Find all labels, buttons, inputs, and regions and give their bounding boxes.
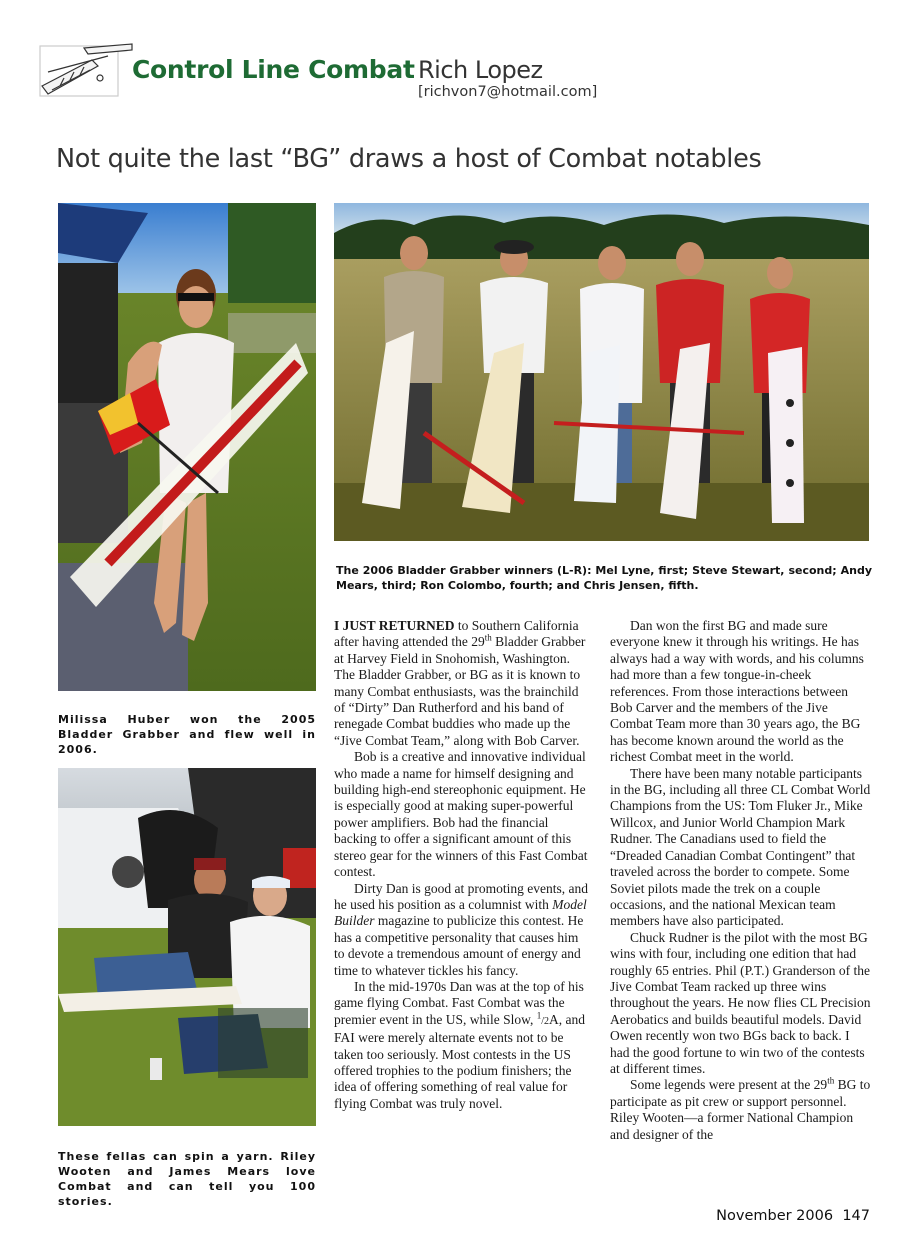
- page-footer: [716, 1208, 870, 1224]
- section-title: Control Line Combat: [132, 55, 415, 84]
- photo-riley-wooten-james-mears: [58, 768, 316, 1126]
- photo-milissa-huber: [58, 203, 316, 691]
- photo-bladder-grabber-winners: [334, 203, 869, 541]
- airplane-logo-icon: [38, 42, 134, 100]
- lead-in: I JUST RETURNED: [334, 618, 455, 633]
- article-paragraph: Dan won the first BG and made sure everyone knew it through his writings. He has always had a way with words, and his columns had more than a few tongue-in-cheek references. From those interactions between Bob Carver and the members of the Jive Combat Team more than 30 years ago, the BG has become known around the world as the richest Combat meet in the world.: [610, 618, 864, 765]
- article-headline: Not quite the last “BG” draws a host of Combat notables: [56, 144, 762, 174]
- author-name: Rich Lopez: [418, 56, 543, 84]
- magazine-title: Model Builder: [334, 896, 587, 929]
- article-column-1: [334, 618, 588, 1112]
- article-paragraph: There have been many notable participants in the BG, including all three CL Combat World Champions from the US: Tom Fluker Jr., Mike Willcox, and Junior World Champion Mark Rudner. The Canadians used to field the “Dreaded Canadian Combat Contingent” that traveled across the border to compete. Some Soviet pilots made the trek on a couple occasions, and the national Mexican team members have also participated.: [610, 765, 871, 929]
- article-paragraph: I JUST RETURNED to Southern California after having attended the 29th Bladder Grabber at Harvey Field in Snohomish, Washington. The Bladder Grabber, or BG as it is known to many Combat enthusiasts, was the brainchild of “Dirty” Dan Rutherford and his band of renegade Combat buddies who made up the “Jive Combat Team,” along with Bob Carver.: [334, 618, 586, 748]
- issue-date: November 2006: [716, 1208, 834, 1224]
- photo-caption: Milissa Huber won the 2005 Bladder Grabber and flew well in 2006.: [58, 713, 316, 756]
- page-number: 147: [842, 1208, 870, 1224]
- article-paragraph: Bob is a creative and innovative individual who made a name for himself designing and building high-end stereophonic equipment. He is especially good at making super-powerful power amplifiers. Bob had the financial backing to offer a significant amount of this stereo gear for the winners of this Fast Combat contest.: [334, 749, 588, 880]
- article-paragraph: In the mid-1970s Dan was at the top of his game flying Combat. Fast Combat was the premier event in the US, while Slow, $^1$/2A, and FAI were merely alternate events not to be taken too seriously. Most contests in the US offered trophies to the podium finishers; the idea of offering something of real value for flying Combat was truly novel.: [334, 978, 585, 1111]
- article-column-2: [610, 618, 872, 1143]
- author-email: [richvon7@hotmail.com]: [418, 84, 598, 100]
- photo-caption: These fellas can spin a yarn. Riley Wooten and James Mears love Combat and can tell you 100 stories.: [58, 1150, 316, 1208]
- photo-caption: The 2006 Bladder Grabber winners (L-R): Mel Lyne, first; Steve Stewart, second; Andy Mears, third; Ron Colombo, fourth; and Chris Jensen, fifth.: [336, 564, 872, 592]
- article-paragraph: Some legends were present at the 29th BG to participate as pit crew or support personnel. Riley Wooten—a former National Champion and designer of the: [610, 1075, 871, 1142]
- article-paragraph: Dirty Dan is good at promoting events, and he used his position as a columnist with Model Builder magazine to publicize this contest. He has a competitive personality that causes him to devote a tremendous amount of energy and time to whatever tickles his fancy.: [334, 880, 588, 978]
- article-paragraph: Chuck Rudner is the pilot with the most BG wins with four, including one edition that had roughly 65 entries. Phil (P.T.) Granderson of the Jive Combat Team racked up three wins throughout the years. He now flies CL Precision Aerobatics and builds beautiful models. David Owen recently won two BGs back to back. I had the good fortune to win two of the contests at different times.: [610, 929, 871, 1076]
